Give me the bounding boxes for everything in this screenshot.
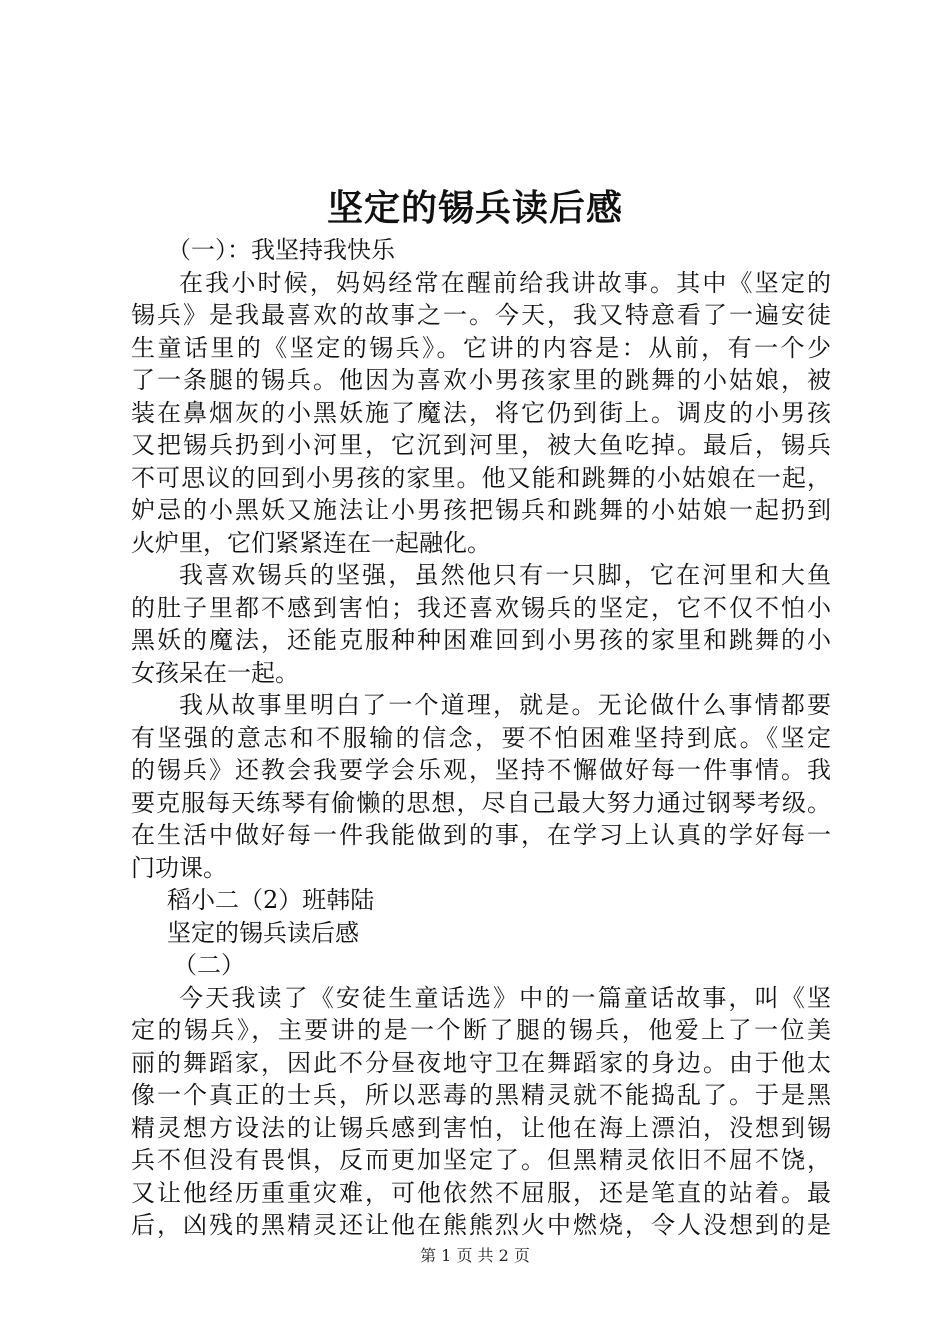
paragraph-line: 后，凶残的黑精灵还让他在熊熊烈火中燃烧，令人没想到的是 [131,1211,831,1239]
paragraph-line: 有坚强的意志和不服输的信念，要不怕困难坚持到底。《坚定 [131,723,831,752]
page-footer: 第 1 页 共 2 页 [420,1246,530,1265]
paragraph-line: 女孩呆在一起。 [131,658,299,687]
paragraph-line: 装在鼻烟灰的小黑妖施了魔法，将它仍到街上。调皮的小男孩 [131,398,831,427]
paragraph-line: 黑妖的魔法，还能克服种种困难回到小男孩的家里和跳舞的小 [131,626,831,654]
paragraph-line: 不可思议的回到小男孩的家里。他又能和跳舞的小姑娘在一起， [131,463,831,492]
paragraph-line: 兵不但没有畏惧，反而更加坚定了。但黑精灵依旧不屈不饶， [131,1146,831,1174]
section-heading: （二） [173,951,245,979]
paragraph-line: 又把锡兵扔到小河里，它沉到河里，被大鱼吃掉。最后，锡兵 [131,431,831,459]
paragraph-line: 今天我读了《安徒生童话选》中的一篇童话故事，叫《坚 [179,983,831,1012]
paragraph-line: 生童话里的《坚定的锡兵》。它讲的内容是：从前，有一个少 [131,333,831,362]
author-line: 稻小二（2）班韩陆 [167,886,375,914]
paragraph-line: 丽的舞蹈家，因此不分昼夜地守卫在舞蹈家的身边。由于他太 [131,1048,831,1077]
document-body [131,234,831,1242]
paragraph-line: 了一条腿的锡兵。他因为喜欢小男孩家里的跳舞的小姑娘，被 [131,366,831,394]
paragraph-line: 的锡兵》还教会我要学会乐观，坚持不懈做好每一件事情。我 [131,756,831,784]
paragraph-line: 的肚子里都不感到害怕；我还喜欢锡兵的坚定，它不仅不怕小 [131,593,831,622]
section-title: 坚定的锡兵读后感 [167,918,359,947]
paragraph-line: 妒忌的小黑妖又施法让小男孩把锡兵和跳舞的小姑娘一起扔到 [131,496,831,524]
paragraph-line: 像一个真正的士兵，所以恶毒的黑精灵就不能捣乱了。于是黑 [131,1081,831,1109]
paragraph-line: 我从故事里明白了一个道理，就是。无论做什么事情都要 [179,691,831,719]
paragraph-line: 在生活中做好每一件我能做到的事，在学习上认真的学好每一 [131,821,831,849]
page-title: 坚定的锡兵读后感 [326,187,623,229]
paragraph-line: 在我小时候，妈妈经常在醒前给我讲故事。其中《坚定的 [179,268,831,297]
paragraph-line: 火炉里，它们紧紧连在一起融化。 [131,528,491,557]
paragraph-line: 我喜欢锡兵的坚强，虽然他只有一只脚，它在河里和大鱼 [179,561,831,589]
paragraph-line: 门功课。 [131,853,227,882]
paragraph-line: 锡兵》是我最喜欢的故事之一。今天，我又特意看了一遍安徒 [131,301,831,329]
paragraph-line: 定的锡兵》，主要讲的是一个断了腿的锡兵，他爱上了一位美 [131,1016,831,1044]
paragraph-line: 又让他经历重重灾难，可他依然不屈服，还是笔直的站着。最 [131,1178,831,1207]
paragraph-line: 精灵想方设法的让锡兵感到害怕，让他在海上漂泊，没想到锡 [131,1113,831,1142]
paragraph-line: 要克服每天练琴有偷懒的思想，尽自己最大努力通过钢琴考级。 [131,788,831,817]
section-heading: （一）：我坚持我快乐 [167,236,395,264]
